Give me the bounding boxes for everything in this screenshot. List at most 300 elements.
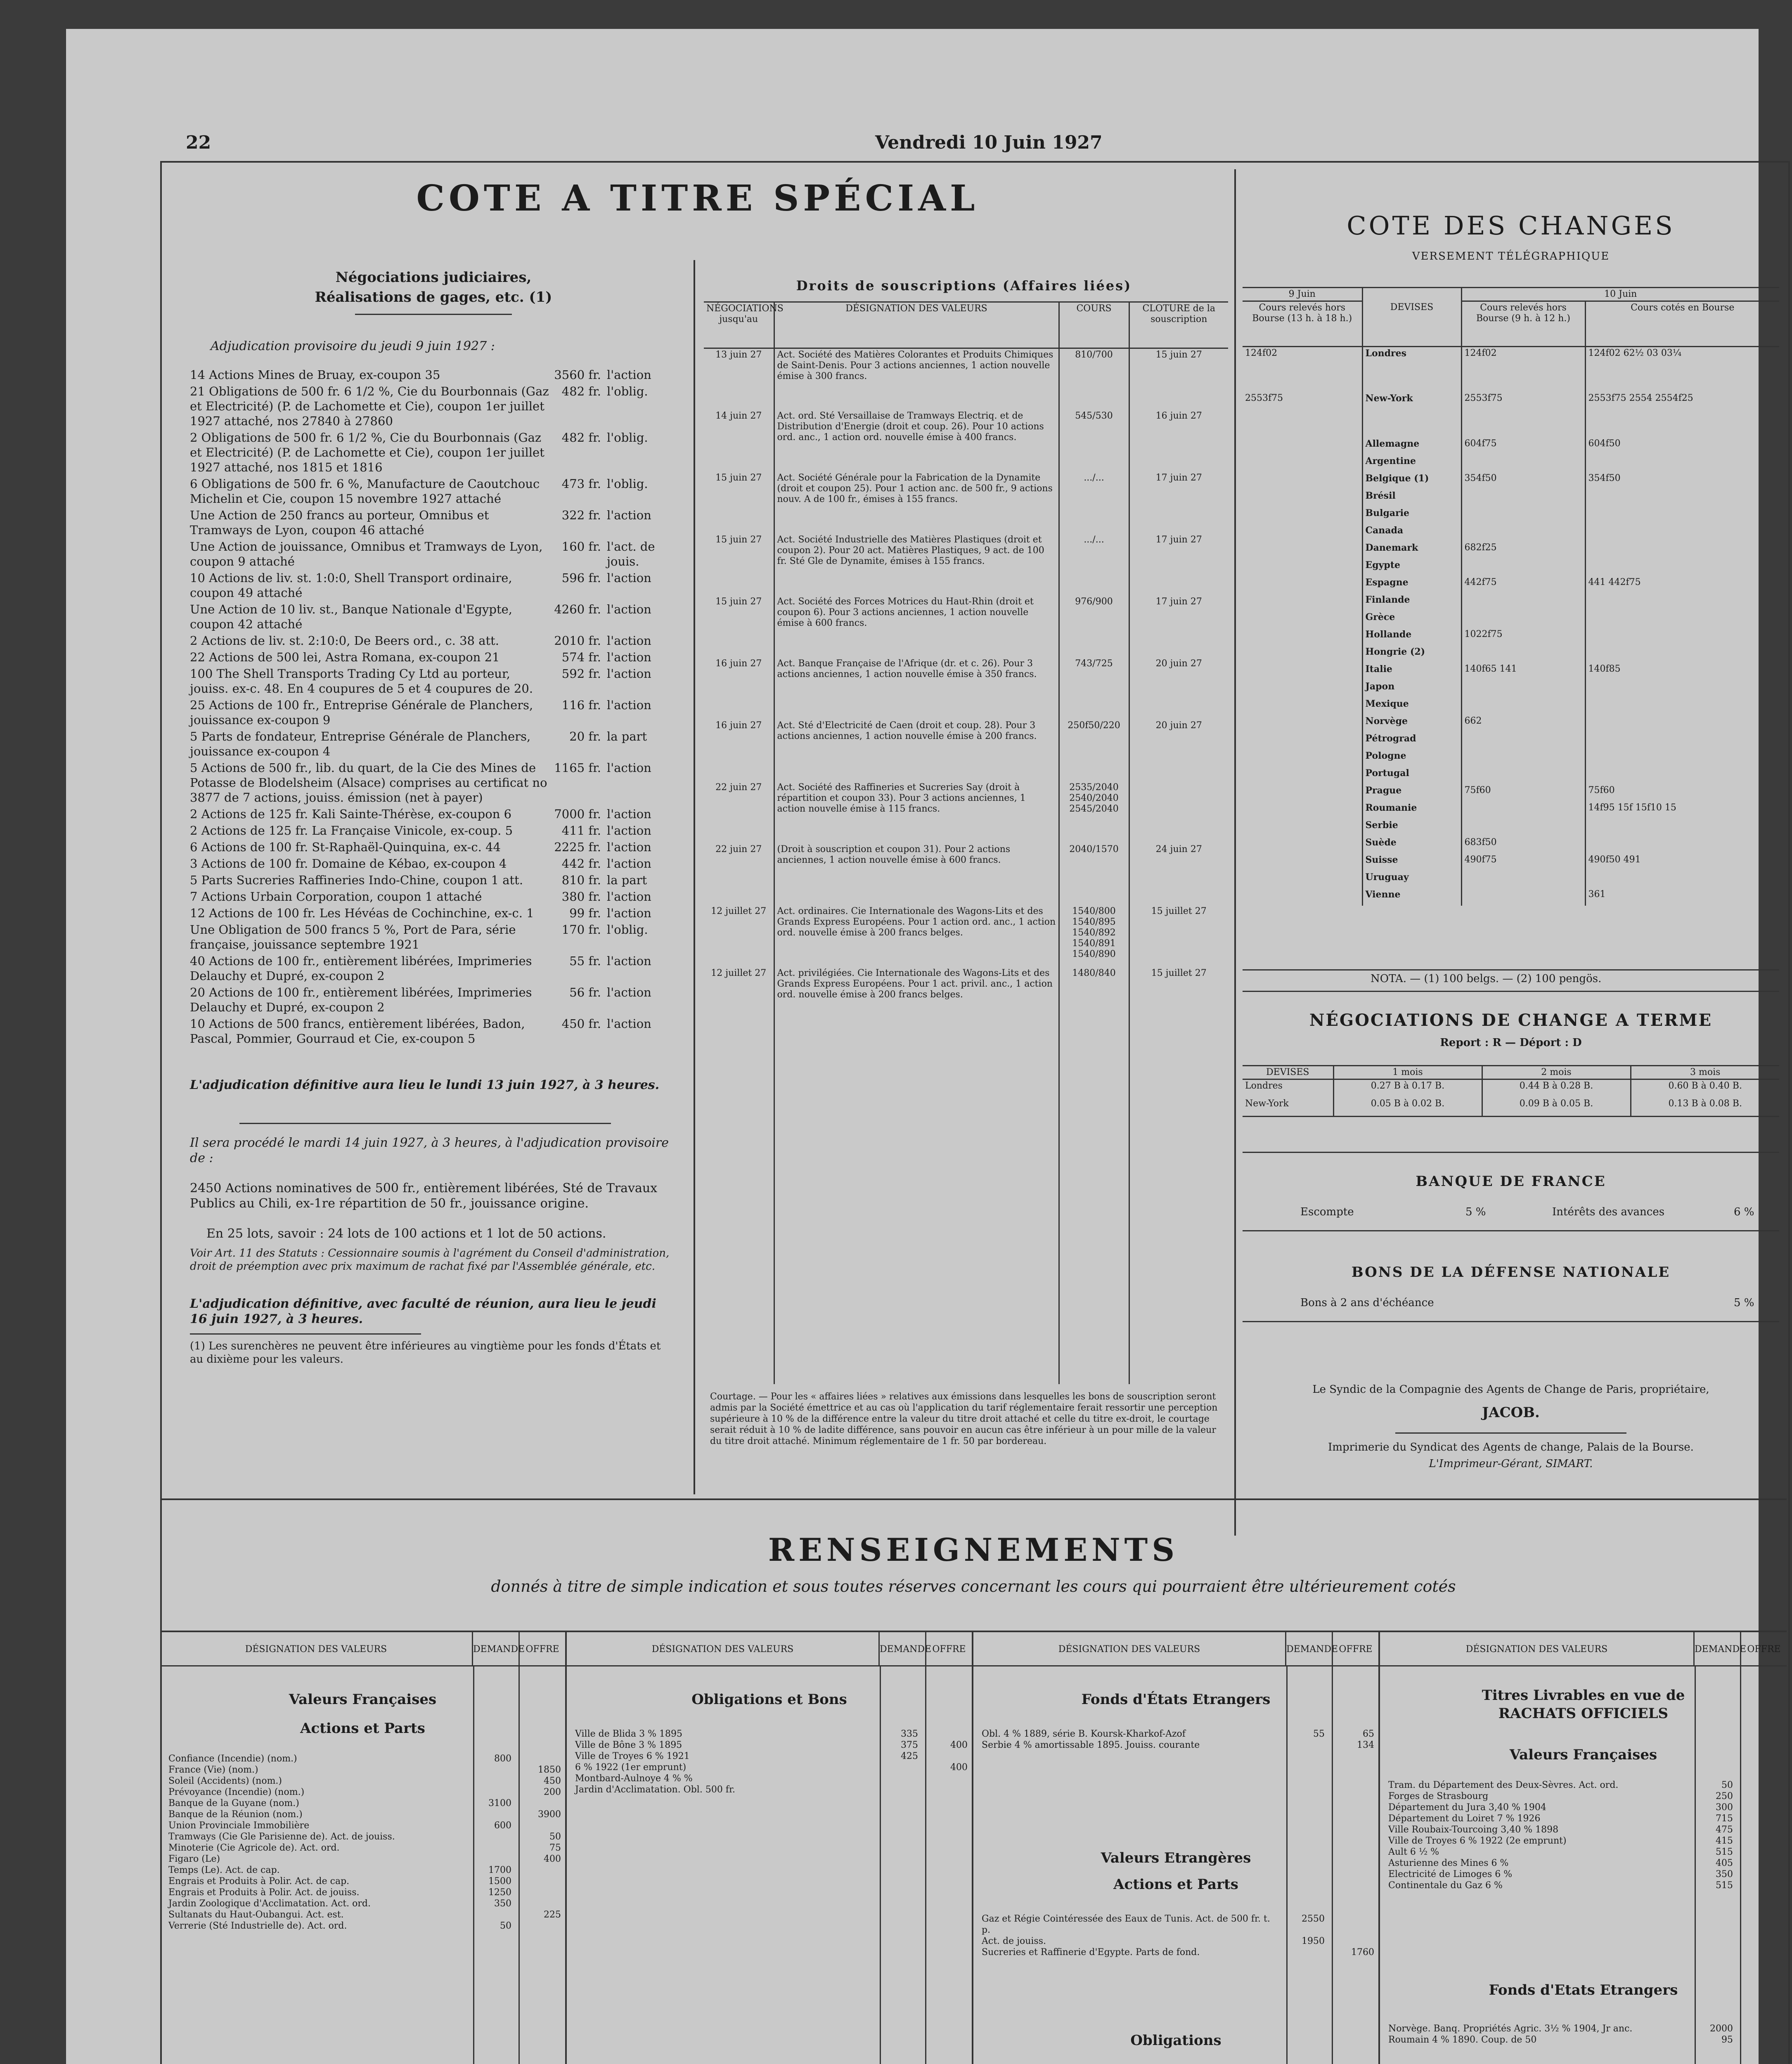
col-designation: DÉSIGNATION DES VALEURS bbox=[1465, 1644, 1608, 1655]
item-designation: Obl. 4 % 1889, série B. Koursk-Kharkof-Azof bbox=[982, 1729, 1186, 1739]
table-row bbox=[1243, 715, 1779, 732]
table-row bbox=[704, 781, 1228, 843]
list-item bbox=[160, 1887, 565, 1898]
item-price: 442 fr. bbox=[561, 857, 601, 871]
table-cell bbox=[1461, 819, 1585, 836]
item-unit: l'action bbox=[607, 890, 651, 904]
table-cell: 490f50 491 bbox=[1588, 854, 1641, 865]
item-offre bbox=[1737, 1858, 1787, 1869]
terme-table bbox=[1243, 1065, 1779, 1117]
table-row bbox=[1243, 347, 1779, 392]
table-cell bbox=[1243, 646, 1362, 663]
avances-value: 6 % bbox=[1734, 1206, 1754, 1218]
table-cell: Egypte bbox=[1362, 559, 1461, 576]
table-row bbox=[1243, 542, 1779, 559]
item-demande: 425 bbox=[901, 1751, 918, 1761]
item-offre bbox=[1737, 1802, 1787, 1813]
item-designation: Tramways (Cie Gle Parisienne de). Act. de jouiss. bbox=[168, 1832, 395, 1842]
table-cell: Prague bbox=[1362, 784, 1461, 802]
item-offre bbox=[516, 1876, 565, 1887]
list-item bbox=[160, 1909, 565, 1920]
item-offre: 50 bbox=[549, 1832, 561, 1842]
item-price: 473 fr. bbox=[561, 477, 601, 491]
item-offre bbox=[516, 1753, 565, 1764]
item-designation: Forges de Strasbourg bbox=[1388, 1791, 1489, 1801]
second-adjudication-definitive: L'adjudication définitive, avec faculté de réunion, aura lieu le jeudi 16 juin 1927, à 3 heures. bbox=[190, 1297, 656, 1326]
table-cell: 14f95 15f 15f10 15 bbox=[1588, 802, 1676, 813]
col-10-juin: 10 Juin bbox=[1461, 288, 1779, 301]
col-offre: OFFRE bbox=[925, 1632, 972, 1665]
table-cell: Brésil bbox=[1362, 490, 1461, 507]
escompte-value: 5 % bbox=[1465, 1206, 1486, 1218]
table-cell: 490f75 bbox=[1461, 854, 1585, 871]
table-row bbox=[704, 596, 1228, 658]
adjudication-item bbox=[190, 666, 677, 696]
item-designation: Ville de Blida 3 % 1895 bbox=[575, 1729, 683, 1739]
item-price: 380 fr. bbox=[561, 890, 601, 904]
table-cell: Londres bbox=[1243, 1079, 1333, 1098]
table-cell bbox=[1585, 767, 1779, 784]
changes-table bbox=[1243, 287, 1779, 970]
item-unit: l'action bbox=[607, 807, 651, 821]
section-heading: RACHATS OFFICIELS bbox=[1498, 1705, 1669, 1722]
item-description: 5 Parts Sucreries Raffineries Indo-Chine, coupon 1 att. bbox=[190, 873, 523, 887]
row-list bbox=[160, 1753, 565, 1931]
table-row bbox=[1243, 472, 1779, 490]
table-row bbox=[1243, 732, 1779, 750]
item-unit: l'oblig. bbox=[607, 431, 648, 445]
table-cell: 442f75 bbox=[1461, 576, 1585, 594]
item-offre bbox=[516, 1820, 565, 1831]
syndic-name: JACOB. bbox=[1482, 1404, 1540, 1421]
table-cell bbox=[1585, 542, 1779, 559]
item-price: 450 fr. bbox=[561, 1017, 601, 1031]
item-offre: 1850 bbox=[538, 1765, 561, 1775]
item-price: 55 fr. bbox=[569, 954, 601, 968]
item-demande: 50 bbox=[500, 1921, 511, 1931]
row-list bbox=[973, 1913, 1378, 1958]
section-heading: Actions et Parts bbox=[300, 1720, 425, 1737]
table-cell: Act. privilégiées. Cie Internationale des Wagons-Lits et des Grands Express Européens. Pour 1 act. privil. anc., 1 action ord. nouvelle émise à 200 francs belges. bbox=[774, 967, 1059, 1029]
item-unit: l'action bbox=[607, 985, 651, 999]
col-9-juin: 9 Juin bbox=[1243, 288, 1362, 301]
item-offre: 400 bbox=[544, 1854, 561, 1864]
item-designation: Ault 6 ½ % bbox=[1388, 1847, 1439, 1857]
table-cell: 75f60 bbox=[1461, 784, 1585, 802]
table-cell bbox=[1129, 781, 1228, 843]
list-item bbox=[160, 1876, 565, 1887]
item-designation: Banque de la Réunion (nom.) bbox=[168, 1809, 303, 1820]
table-cell bbox=[1243, 594, 1362, 611]
table-cell: Bulgarie bbox=[1362, 507, 1461, 524]
table-cell: Allemagne bbox=[1362, 438, 1461, 455]
table-cell bbox=[1585, 559, 1779, 576]
item-description: 3 Actions de 100 fr. Domaine de Kébao, ex-coupon 4 bbox=[190, 857, 507, 871]
table-cell: 22 juin 27 bbox=[704, 843, 774, 905]
list-item bbox=[1380, 1880, 1787, 1891]
table-cell bbox=[1461, 524, 1585, 542]
table-cell: 124f02 62½ 03 03¼ bbox=[1588, 348, 1682, 358]
item-unit: l'action bbox=[607, 857, 651, 871]
item-demande: 1950 bbox=[1302, 1936, 1325, 1946]
table-cell: 2535/2040 2540/2040 2545/2040 bbox=[1059, 781, 1129, 843]
item-demande: 350 bbox=[1716, 1869, 1733, 1879]
section-heading: Valeurs Françaises bbox=[1509, 1747, 1657, 1763]
item-offre bbox=[1737, 1880, 1787, 1891]
table-row bbox=[1243, 507, 1779, 524]
col-offre: OFFRE bbox=[518, 1632, 565, 1665]
table-cell bbox=[1243, 438, 1362, 455]
section-heading: Obligations et Bons bbox=[691, 1691, 847, 1708]
table-cell bbox=[1243, 767, 1362, 784]
table-row bbox=[704, 905, 1228, 967]
table-cell: 441 442f75 bbox=[1588, 577, 1641, 587]
list-item bbox=[973, 1913, 1378, 1936]
table-cell: Act. Banque Française de l'Afrique (dr. et c. 26). Pour 3 actions anciennes, 1 action nouvelle émise à 350 francs. bbox=[774, 658, 1059, 720]
item-price: 810 fr. bbox=[561, 873, 601, 887]
adjudication-item bbox=[190, 430, 677, 475]
adjudication-item bbox=[190, 906, 677, 921]
table-cell: 14 juin 27 bbox=[704, 410, 774, 472]
adjudication-item bbox=[190, 633, 677, 648]
table-cell bbox=[1585, 836, 1779, 854]
avances-label: Intérêts des avances bbox=[1552, 1206, 1665, 1218]
item-unit: l'oblig. bbox=[607, 384, 648, 398]
item-demande: 300 bbox=[1716, 1802, 1733, 1813]
item-offre bbox=[1737, 1780, 1787, 1791]
item-unit: l'action bbox=[607, 650, 651, 664]
table-cell: 662 bbox=[1461, 715, 1585, 732]
table-cell bbox=[1585, 871, 1779, 888]
statuts-note: Voir Art. 11 des Statuts : Cessionnaire soumis à l'agrément du Conseil d'administration, droit de préemption avec prix maximum de rachat fixé par l'Assemblée générale, etc. bbox=[190, 1247, 670, 1273]
table-cell: 361 bbox=[1588, 889, 1606, 899]
item-price: 592 fr. bbox=[561, 667, 601, 681]
item-designation: Soleil (Accidents) (nom.) bbox=[168, 1776, 282, 1786]
item-offre bbox=[922, 1751, 972, 1762]
table-cell bbox=[1585, 715, 1779, 732]
table-cell: Hongrie (2) bbox=[1362, 646, 1461, 663]
table-cell: Serbie bbox=[1362, 819, 1461, 836]
table-cell bbox=[1585, 490, 1779, 507]
item-unit: l'action bbox=[607, 667, 651, 681]
table-cell bbox=[1243, 611, 1362, 628]
item-price: 99 fr. bbox=[569, 906, 601, 920]
table-cell bbox=[1243, 542, 1362, 559]
adjudication-item bbox=[190, 539, 677, 569]
item-price: 411 fr. bbox=[561, 824, 601, 838]
imprimerie-line: Imprimerie du Syndicat des Agents de change, Palais de la Bourse. bbox=[1328, 1441, 1694, 1453]
item-offre: 200 bbox=[544, 1787, 561, 1797]
list-item bbox=[1380, 1869, 1787, 1880]
list-item bbox=[567, 1773, 972, 1784]
divider bbox=[1243, 1230, 1779, 1231]
col-cours-releves-veille: Cours relevés hors Bourse (13 h. à 18 h.) bbox=[1243, 301, 1362, 347]
item-demande: 800 bbox=[494, 1754, 511, 1764]
col-demande: DEMANDE bbox=[1285, 1632, 1332, 1665]
list-item bbox=[1380, 1802, 1787, 1813]
item-demande: 1250 bbox=[488, 1887, 511, 1898]
renseignements-table bbox=[160, 1631, 1787, 2064]
item-unit: l'action bbox=[607, 824, 651, 838]
item-designation: Confiance (Incendie) (nom.) bbox=[168, 1754, 297, 1764]
adjudication-item bbox=[190, 889, 677, 904]
item-offre: 400 bbox=[950, 1762, 968, 1773]
banque-title: BANQUE DE FRANCE bbox=[1416, 1173, 1606, 1190]
item-designation: Ville de Troyes 6 % 1922 (2e emprunt) bbox=[1388, 1836, 1567, 1846]
item-offre bbox=[516, 1920, 565, 1931]
list-item bbox=[160, 1831, 565, 1842]
row-list bbox=[1380, 2023, 1787, 2045]
list-item bbox=[160, 1764, 565, 1775]
table-cell bbox=[1243, 663, 1362, 680]
item-description: 2 Actions de liv. st. 2:10:0, De Beers ord., c. 38 att. bbox=[190, 634, 499, 648]
item-demande: 350 bbox=[494, 1898, 511, 1909]
table-cell: 1480/840 bbox=[1059, 967, 1129, 1029]
table-cell: 0.09 B à 0.05 B. bbox=[1482, 1098, 1631, 1116]
table-row bbox=[1243, 455, 1779, 472]
list-item bbox=[567, 1728, 972, 1740]
table-row bbox=[1243, 594, 1779, 611]
table-cell bbox=[1243, 871, 1362, 888]
page-number: 22 bbox=[186, 132, 211, 153]
table-cell: Espagne bbox=[1362, 576, 1461, 594]
table-cell bbox=[1461, 611, 1585, 628]
item-price: 116 fr. bbox=[561, 698, 601, 712]
item-description: 12 Actions de 100 fr. Les Hévéas de Cochinchine, ex-c. 1 bbox=[190, 906, 534, 920]
table-cell: Belgique (1) bbox=[1362, 472, 1461, 490]
column-rule bbox=[1234, 169, 1236, 1536]
renseignements-column-1 bbox=[160, 1632, 567, 2064]
item-designation: Roumain 4 % 1890. Coup. de 50 bbox=[1388, 2035, 1537, 2045]
table-cell: 15 juillet 27 bbox=[1151, 968, 1207, 978]
item-unit: la part bbox=[607, 873, 647, 887]
col-devises: DEVISES bbox=[1362, 301, 1461, 347]
item-demande: 715 bbox=[1716, 1813, 1733, 1824]
table-row bbox=[704, 658, 1228, 720]
item-price: 56 fr. bbox=[569, 985, 601, 999]
item-offre bbox=[1737, 2023, 1787, 2034]
table-row bbox=[1243, 628, 1779, 646]
item-unit: l'act. de jouis. bbox=[607, 540, 655, 568]
table-cell: 1022f75 bbox=[1461, 628, 1585, 646]
table-cell: Pologne bbox=[1362, 750, 1461, 767]
table-cell bbox=[1243, 888, 1362, 906]
col-designation: DÉSIGNATION DES VALEURS bbox=[651, 1644, 794, 1655]
renseignements-title: RENSEIGNEMENTS bbox=[768, 1531, 1179, 1568]
bons-label: Bons à 2 ans d'échéance bbox=[1300, 1297, 1434, 1309]
table-cell: 124f02 bbox=[1243, 347, 1362, 392]
renseignements-column-3 bbox=[973, 1632, 1380, 2064]
item-unit: la part bbox=[607, 729, 647, 743]
table-cell: Hollande bbox=[1362, 628, 1461, 646]
syndic-line: Le Syndic de la Compagnie des Agents de Change de Paris, propriétaire, bbox=[1312, 1383, 1709, 1396]
item-unit: l'action bbox=[607, 761, 651, 775]
section-heading: Obligations bbox=[1130, 2032, 1221, 2049]
item-unit: l'action bbox=[607, 571, 651, 585]
table-cell: Portugal bbox=[1362, 767, 1461, 784]
item-designation: Continentale du Gaz 6 % bbox=[1388, 1880, 1503, 1891]
adjudication-date: Adjudication provisoire du jeudi 9 juin 1927 : bbox=[211, 339, 495, 353]
col-demande: DEMANDE bbox=[1693, 1632, 1740, 1665]
table-cell bbox=[1243, 455, 1362, 472]
adjudication-definitive: L'adjudication définitive aura lieu le lundi 13 juin 1927, à 3 heures. bbox=[190, 1078, 660, 1092]
item-demande: 375 bbox=[901, 1740, 918, 1750]
table-cell: 75f60 bbox=[1588, 785, 1615, 795]
table-row bbox=[1243, 663, 1779, 680]
table-cell: Uruguay bbox=[1362, 871, 1461, 888]
item-offre: 400 bbox=[950, 1740, 968, 1750]
table-row bbox=[1243, 1098, 1779, 1116]
table-cell: 2040/1570 bbox=[1059, 843, 1129, 905]
item-demande: 415 bbox=[1716, 1836, 1733, 1846]
item-designation: Jardin Zoologique d'Acclimatation. Act. ord. bbox=[168, 1898, 371, 1909]
table-cell: 683f50 bbox=[1461, 836, 1585, 854]
renseignements-column-2 bbox=[567, 1632, 973, 2064]
negociations-title: Négociations judiciaires, bbox=[335, 269, 532, 286]
adjudication-item bbox=[190, 807, 677, 821]
table-cell: Pétrograd bbox=[1362, 732, 1461, 750]
table-cell: 0.44 B à 0.28 B. bbox=[1482, 1079, 1631, 1098]
adjudication-item bbox=[190, 698, 677, 727]
second-adjudication-intro: Il sera procédé le mardi 14 juin 1927, à 3 heures, à l'adjudication provisoire de : bbox=[190, 1136, 669, 1165]
table-cell bbox=[1243, 819, 1362, 836]
table-cell: Act. ordinaires. Cie Internationale des Wagons-Lits et des Grands Express Européens. Pour 1 action ord. anc., 1 action ord. nouvelle émise à 200 francs belges. bbox=[774, 905, 1059, 967]
table-cell bbox=[1243, 802, 1362, 819]
column-rule bbox=[694, 260, 695, 1494]
section-heading: Fonds d'États Etrangers bbox=[1081, 1691, 1271, 1708]
row-list bbox=[973, 1728, 1378, 1751]
item-designation: Union Provinciale Immobilière bbox=[168, 1820, 310, 1831]
list-item bbox=[1380, 1813, 1787, 1824]
item-designation: Ville Roubaix-Tourcoing 3,40 % 1898 bbox=[1388, 1825, 1559, 1835]
section-heading: Valeurs Etrangères bbox=[1101, 1850, 1251, 1866]
escompte-label: Escompte bbox=[1300, 1206, 1354, 1218]
adjudication-item bbox=[190, 840, 677, 854]
table-cell: Canada bbox=[1362, 524, 1461, 542]
item-description: 10 Actions de liv. st. 1:0:0, Shell Transport ordinaire, coupon 49 attaché bbox=[190, 571, 512, 600]
item-description: 2 Actions de 125 fr. Kali Sainte-Thérèse, ex-coupon 6 bbox=[190, 807, 512, 821]
item-description: 10 Actions de 500 francs, entièrement libérées, Badon, Pascal, Pommier, Gourraud et Cie, ex-coupon 5 bbox=[190, 1017, 525, 1046]
table-cell bbox=[1585, 750, 1779, 767]
item-price: 596 fr. bbox=[561, 571, 601, 585]
item-unit: l'oblig. bbox=[607, 923, 648, 937]
table-cell bbox=[1585, 594, 1779, 611]
table-cell: 2553f75 bbox=[1461, 392, 1585, 438]
table-cell bbox=[1243, 680, 1362, 698]
table-cell bbox=[1585, 819, 1779, 836]
item-description: 21 Obligations de 500 fr. 6 1/2 %, Cie du Bourbonnais (Gaz et Electricité) (P. de Lachomette et Cie), coupon 1er juillet 1927 attaché, nos 27840 à 27860 bbox=[190, 384, 549, 428]
item-unit: l'action bbox=[607, 840, 651, 854]
table-cell: Londres bbox=[1362, 347, 1461, 392]
table-cell: Act. Société des Forces Motrices du Haut-Rhin (droit et coupon 6). Pour 3 actions anciennes, 1 action nouvelle émise à 600 francs. bbox=[774, 596, 1059, 658]
table-cell: New-York bbox=[1243, 1098, 1333, 1116]
list-item bbox=[973, 1728, 1378, 1740]
col-cours-cotes: Cours cotés en Bourse bbox=[1585, 301, 1779, 347]
item-designation: Département du Jura 3,40 % 1904 bbox=[1388, 1802, 1546, 1813]
table-cell bbox=[1461, 871, 1585, 888]
adjudication-item bbox=[190, 570, 677, 600]
table-cell: 16 juin 27 bbox=[1155, 411, 1202, 421]
renseignements-column-4 bbox=[1380, 1632, 1787, 2064]
table-row bbox=[1243, 750, 1779, 767]
item-offre bbox=[516, 1898, 565, 1909]
item-description: Une Action de 250 francs au porteur, Omnibus et Tramways de Lyon, coupon 46 attaché bbox=[190, 508, 489, 537]
table-cell bbox=[1243, 715, 1362, 732]
table-cell: 24 juin 27 bbox=[1155, 844, 1202, 854]
table-cell bbox=[1461, 559, 1585, 576]
table-cell: 16 juin 27 bbox=[704, 720, 774, 781]
table-cell: Act. Société Industrielle des Matières Plastiques (droit et coupon 2). Pour 20 act. Matières Plastiques, 9 act. de 100 fr. Sté Gle de Dynamite, émises à 155 francs. bbox=[774, 534, 1059, 596]
table-row bbox=[704, 472, 1228, 534]
list-item bbox=[160, 1820, 565, 1831]
adjudication-item bbox=[190, 760, 677, 805]
item-offre bbox=[922, 1784, 972, 1795]
item-designation: Prévoyance (Incendie) (nom.) bbox=[168, 1787, 305, 1797]
item-offre: 65 bbox=[1363, 1729, 1374, 1739]
table-cell: 604f50 bbox=[1588, 438, 1621, 449]
page-date: Vendredi 10 Juin 1927 bbox=[875, 132, 1103, 153]
table-row bbox=[704, 843, 1228, 905]
divider bbox=[1395, 1432, 1626, 1434]
table-cell bbox=[1243, 472, 1362, 490]
item-price: 322 fr. bbox=[561, 508, 601, 522]
list-item bbox=[567, 1751, 972, 1762]
item-unit: l'action bbox=[607, 634, 651, 648]
item-demande: 1700 bbox=[488, 1865, 511, 1875]
table-row bbox=[704, 967, 1228, 1029]
droits-table bbox=[704, 301, 1228, 1384]
table-cell bbox=[1461, 507, 1585, 524]
table-row bbox=[1243, 646, 1779, 663]
item-unit: l'action bbox=[607, 698, 651, 712]
item-designation: Montbard-Aulnoye 4 % % bbox=[575, 1773, 693, 1784]
table-cell bbox=[1585, 455, 1779, 472]
item-description: 5 Parts de fondateur, Entreprise Générale de Planchers, jouissance ex-coupon 4 bbox=[190, 729, 531, 758]
adjudication-item bbox=[190, 873, 677, 888]
table-row bbox=[1243, 854, 1779, 871]
item-designation: Asturienne des Mines 6 % bbox=[1388, 1858, 1509, 1868]
col-designation: DÉSIGNATION DES VALEURS bbox=[774, 303, 1059, 348]
table-cell bbox=[1243, 490, 1362, 507]
list-item bbox=[973, 1740, 1378, 1751]
list-item bbox=[160, 1787, 565, 1798]
table-cell: Grèce bbox=[1362, 611, 1461, 628]
item-designation: Gaz et Régie Cointéressée des Eaux de Tunis. Act. de 500 fr. t. p. bbox=[982, 1914, 1270, 1935]
changes-subtitle: VERSEMENT TÉLÉGRAPHIQUE bbox=[1412, 250, 1610, 263]
table-row bbox=[1243, 784, 1779, 802]
table-cell bbox=[1243, 854, 1362, 871]
list-item bbox=[1380, 1791, 1787, 1802]
table-cell bbox=[1243, 576, 1362, 594]
row-list bbox=[567, 1728, 972, 1795]
item-offre bbox=[1737, 1835, 1787, 1846]
item-description: 14 Actions Mines de Bruay, ex-coupon 35 bbox=[190, 368, 440, 382]
item-description: 6 Actions de 100 fr. St-Raphaël-Quinquina, ex-c. 44 bbox=[190, 840, 501, 854]
item-designation: Sultanats du Haut-Oubangui. Act. est. bbox=[168, 1910, 344, 1920]
col-offre: OFFRE bbox=[1740, 1632, 1787, 1665]
section-heading: Titres Livrables en vue de bbox=[1482, 1687, 1685, 1704]
item-price: 482 fr. bbox=[561, 431, 601, 445]
table-cell: 1540/800 1540/895 1540/892 1540/891 1540/890 bbox=[1059, 905, 1129, 967]
table-cell: 17 juin 27 bbox=[1155, 596, 1202, 607]
terme-title: NÉGOCIATIONS DE CHANGE A TERME bbox=[1309, 1011, 1713, 1030]
item-designation: Figaro (Le) bbox=[168, 1854, 220, 1864]
imprimeur-line: L'Imprimeur-Gérant, SIMART. bbox=[1429, 1458, 1593, 1470]
item-unit: l'action bbox=[607, 1017, 651, 1031]
item-description: Une Obligation de 500 francs 5 %, Port de Para, série française, jouissance septembre 1921 bbox=[190, 923, 516, 952]
table-cell bbox=[1243, 507, 1362, 524]
list-item bbox=[160, 1809, 565, 1820]
